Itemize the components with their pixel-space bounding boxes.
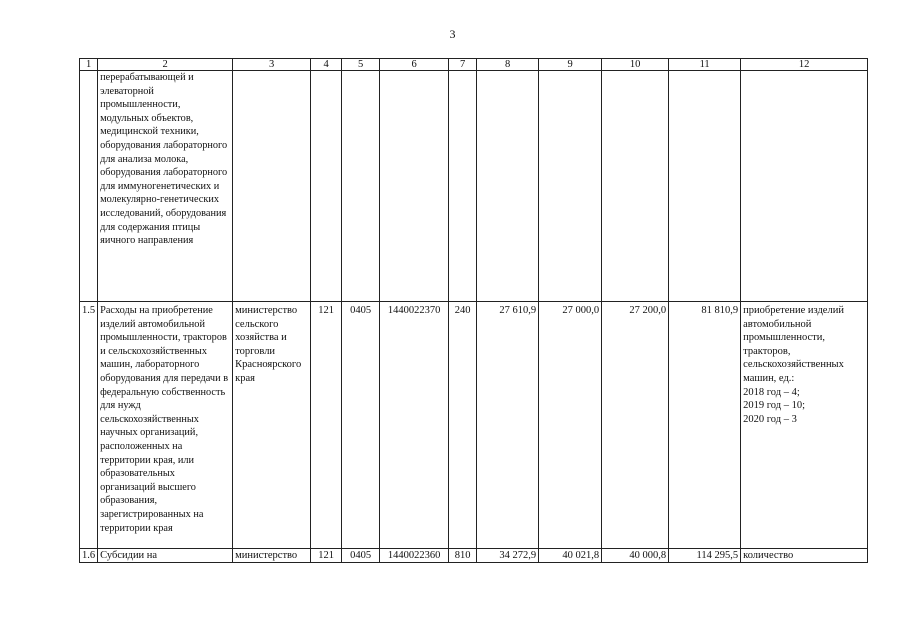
result-2018: 2018 год – 4;: [743, 386, 800, 398]
empty-cell: [602, 71, 669, 302]
row-number: 1.5: [80, 302, 98, 549]
row-expected-result: [741, 302, 868, 549]
row-amount-2019: 27 000,0: [539, 302, 602, 549]
row-rzpr: 0405: [342, 302, 380, 549]
row-amount-2019: 40 021,8: [539, 549, 602, 563]
col-header-9: 9: [539, 59, 602, 71]
col-header-5: 5: [342, 59, 380, 71]
row-csr: 1440022370: [380, 302, 449, 549]
empty-cell: [669, 71, 741, 302]
row-grbs: 121: [311, 549, 342, 563]
result-2019: 2019 год – 10;: [743, 400, 806, 412]
row-amount-2020: 27 200,0: [602, 302, 669, 549]
col-header-7: 7: [449, 59, 477, 71]
col-header-1: 1: [80, 59, 98, 71]
row-amount-total: 81 810,9: [669, 302, 741, 549]
empty-cell: [539, 71, 602, 302]
empty-cell: [233, 71, 311, 302]
empty-cell: [449, 71, 477, 302]
col-header-4: 4: [311, 59, 342, 71]
budget-table: [79, 58, 868, 563]
row-amount-total: 114 295,5: [669, 549, 741, 563]
col-header-12: 12: [741, 59, 868, 71]
col-header-8: 8: [477, 59, 539, 71]
page-number: 3: [449, 27, 456, 41]
result-2020: 2020 год – 3: [743, 413, 797, 425]
continuation-description: перерабатывающей и элеваторной промышленности, модульных объектов, медицинской техники, оборудования лабораторного для анализа молока, оборудования лабораторного для иммуногенетических и молекулярно-генетических исследований, оборудования для содержания птицы яичного направления: [98, 71, 233, 302]
row-vr: 810: [449, 549, 477, 563]
row-description: Субсидии на: [98, 549, 233, 563]
empty-cell: [380, 71, 449, 302]
empty-cell: [311, 71, 342, 302]
row-number: 1.6: [80, 549, 98, 563]
row-amount-2018: 34 272,9: [477, 549, 539, 563]
empty-cell: [342, 71, 380, 302]
row-grbs: 121: [311, 302, 342, 549]
row-vr: 240: [449, 302, 477, 549]
col-header-2: 2: [98, 59, 233, 71]
continuation-no-cell: [80, 71, 98, 302]
col-header-6: 6: [380, 59, 449, 71]
col-header-11: 11: [669, 59, 741, 71]
table-row-continuation: [80, 71, 868, 302]
empty-cell: [741, 71, 868, 302]
table-row-1-6: [80, 549, 868, 563]
empty-cell: [477, 71, 539, 302]
row-csr: 1440022360: [380, 549, 449, 563]
row-amount-2020: 40 000,8: [602, 549, 669, 563]
row-rzpr: 0405: [342, 549, 380, 563]
row-executor: министерство: [233, 549, 311, 563]
col-header-10: 10: [602, 59, 669, 71]
row-amount-2018: 27 610,9: [477, 302, 539, 549]
result-intro: приобретение изделий автомобильной промышленности, тракторов, сельскохозяйственных машин, ед.:: [743, 305, 844, 384]
row-description: Расходы на приобретение изделий автомобильной промышленности, тракторов и сельскохозяйственных машин, лабораторного оборудования для передачи в федеральную собственность для нужд сельскохозяйственных научных организаций, расположенных на территории края, или образовательных организаций высшего образования, зарегистрированных на территории края: [98, 302, 233, 549]
column-number-row: [80, 59, 868, 71]
table-row-1-5: [80, 302, 868, 549]
row-expected-result: количество: [741, 549, 868, 563]
col-header-3: 3: [233, 59, 311, 71]
row-executor: министерство сельского хозяйства и торговли Красноярского края: [233, 302, 311, 549]
